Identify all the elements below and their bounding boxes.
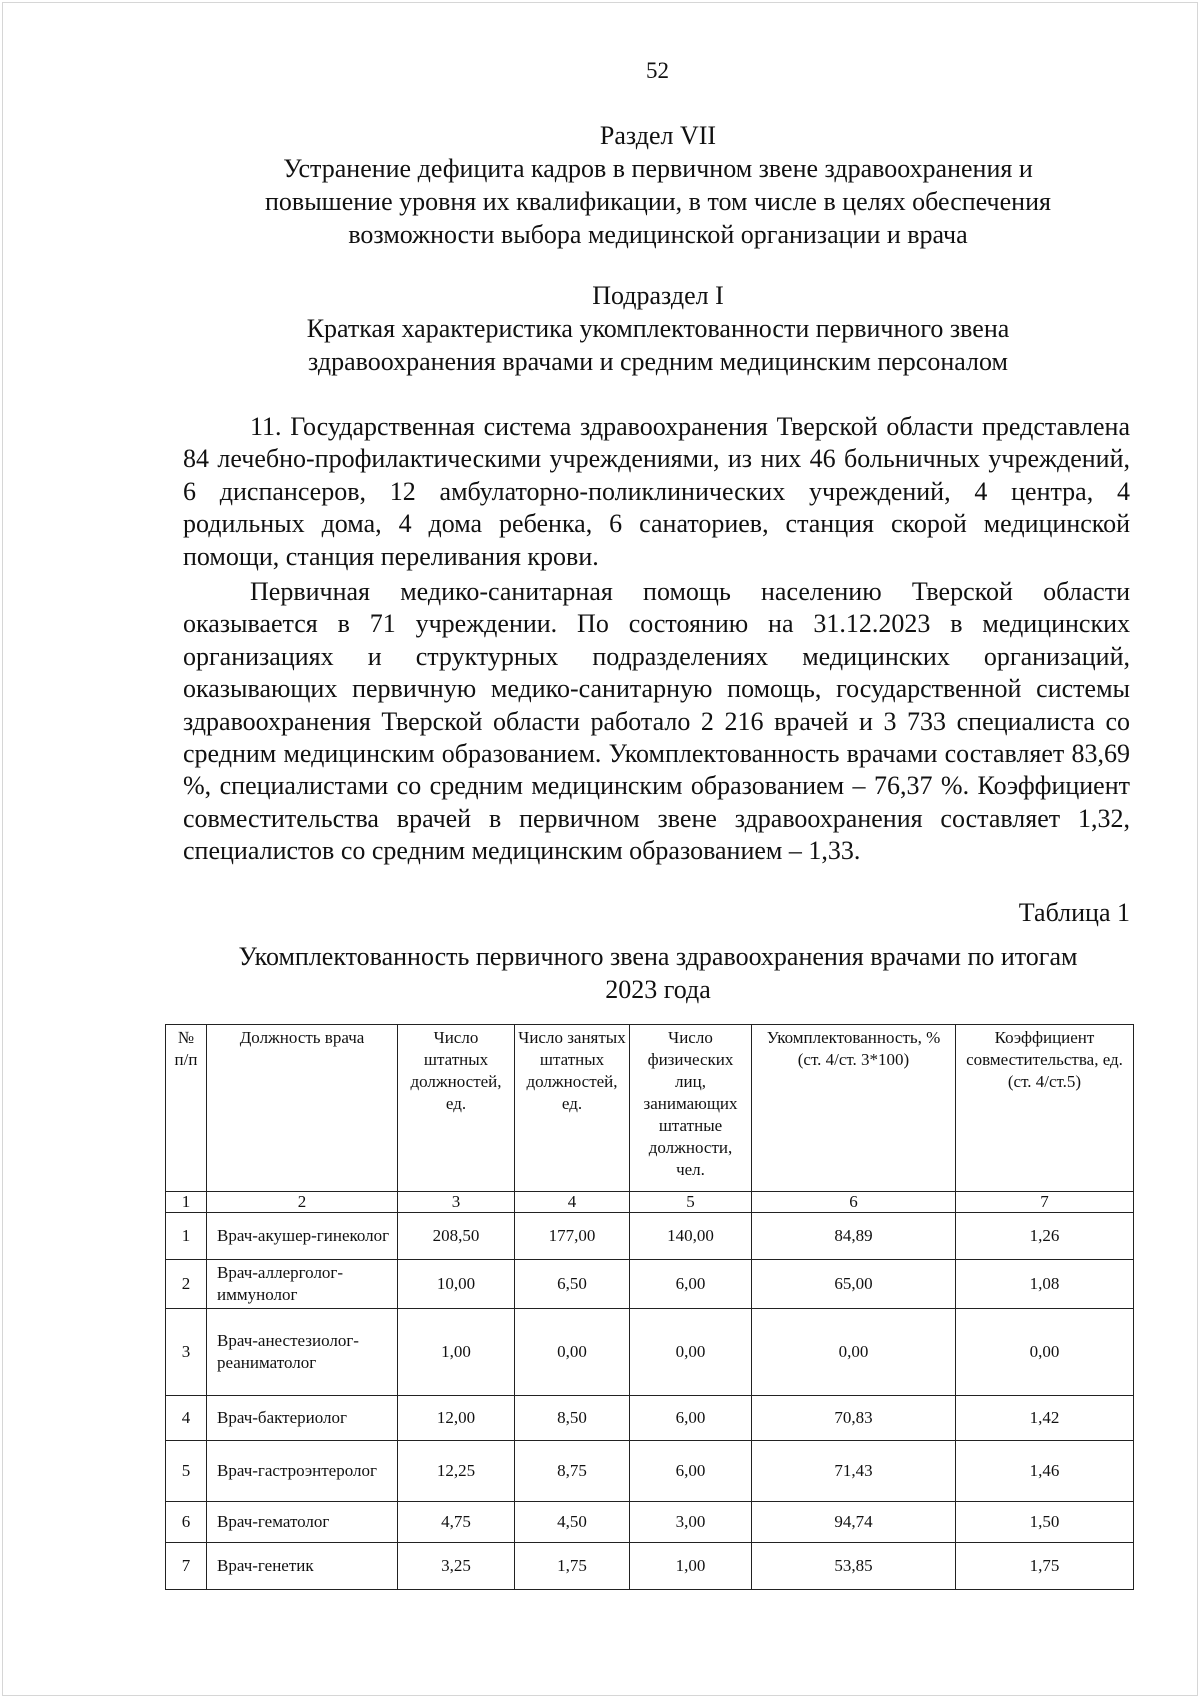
- table-row: [166, 1441, 1134, 1502]
- subsection-heading: [183, 279, 1133, 378]
- section-label: Раздел VII: [599, 121, 717, 150]
- staffing-pct-cell: 53,85: [752, 1543, 956, 1590]
- paragraph-institutions: 11. Государственная система здравоохранения Тверской области представлена 84 лечебно-профилактическими учреждениями, из них 46 больничных учреждений, 6 диспансеров, 12 амбулаторно-поликлинических учреждений, 4 центра, 4 родильных дома, 4 дома ребенка, 6 санаториев, станция скорой медицинской помощи, станция переливания крови.: [183, 412, 1130, 571]
- ratio-cell: 0,00: [956, 1309, 1134, 1396]
- table-label: Таблица 1: [1018, 898, 1130, 927]
- occupied-positions-cell: 0,00: [515, 1309, 630, 1396]
- table-header-row: [166, 1025, 1134, 1192]
- staffing-pct-cell: 84,89: [752, 1213, 956, 1260]
- position-cell: Врач-бактериолог: [207, 1396, 398, 1441]
- table-row: [166, 1502, 1134, 1543]
- individuals-cell: 0,00: [630, 1309, 752, 1396]
- column-number-row: [166, 1192, 1134, 1213]
- row-number-cell: 5: [166, 1441, 207, 1502]
- table-title: [183, 940, 1133, 1006]
- section-title-line: Устранение дефицита кадров в первичном звене здравоохранения и: [283, 154, 1033, 183]
- staff-positions-cell: 12,25: [398, 1441, 515, 1502]
- staffing-pct-cell: 71,43: [752, 1441, 956, 1502]
- staff-positions-cell: 208,50: [398, 1213, 515, 1260]
- header-cell: Число физических лиц, занимающих штатные должности, чел.: [630, 1025, 752, 1192]
- header-cell: Число штатных должностей, ед.: [398, 1025, 515, 1192]
- staffing-table: [165, 1024, 1134, 1590]
- row-number-cell: 6: [166, 1502, 207, 1543]
- individuals-cell: 6,00: [630, 1396, 752, 1441]
- section-title-line: повышение уровня их квалификации, в том числе в целях обеспечения: [265, 187, 1051, 216]
- occupied-positions-cell: 4,50: [515, 1502, 630, 1543]
- table-row: [166, 1543, 1134, 1590]
- position-cell: Врач-акушер-гинеколог: [207, 1213, 398, 1260]
- position-cell: Врач-гастроэнтеролог: [207, 1441, 398, 1502]
- table-title-line: 2023 года: [605, 975, 711, 1004]
- ratio-cell: 1,42: [956, 1396, 1134, 1441]
- staff-positions-cell: 10,00: [398, 1260, 515, 1309]
- table-row: [166, 1396, 1134, 1441]
- staffing-pct-cell: 70,83: [752, 1396, 956, 1441]
- individuals-cell: 3,00: [630, 1502, 752, 1543]
- section-title-line: возможности выбора медицинской организации и врача: [348, 220, 968, 249]
- table-row: [166, 1309, 1134, 1396]
- staffing-pct-cell: 94,74: [752, 1502, 956, 1543]
- position-cell: Врач-гематолог: [207, 1502, 398, 1543]
- individuals-cell: 1,00: [630, 1543, 752, 1590]
- row-number-cell: 7: [166, 1543, 207, 1590]
- position-cell: Врач-аллерголог-иммунолог: [207, 1260, 398, 1309]
- header-cell: Число занятых штатных должностей, ед.: [515, 1025, 630, 1192]
- subsection-title-line: Краткая характеристика укомплектованности первичного звена: [306, 314, 1010, 343]
- staff-positions-cell: 4,75: [398, 1502, 515, 1543]
- ratio-cell: 1,75: [956, 1543, 1134, 1590]
- subsection-label: Подраздел I: [592, 281, 724, 310]
- occupied-positions-cell: 1,75: [515, 1543, 630, 1590]
- table-title-line: Укомплектованность первичного звена здравоохранения врачами по итогам: [238, 942, 1078, 971]
- staff-positions-cell: 1,00: [398, 1309, 515, 1396]
- position-cell: Врач-анестезиолог-реаниматолог: [207, 1309, 398, 1396]
- header-cell: Должность врача: [207, 1025, 398, 1192]
- row-number-cell: 2: [166, 1260, 207, 1309]
- column-number-cell: 1: [166, 1192, 207, 1213]
- column-number-cell: 4: [515, 1192, 630, 1213]
- staffing-pct-cell: 0,00: [752, 1309, 956, 1396]
- column-number-cell: 2: [207, 1192, 398, 1213]
- occupied-positions-cell: 8,50: [515, 1396, 630, 1441]
- header-cell: Коэффициент совместительства, ед. (ст. 4/ст.5): [956, 1025, 1134, 1192]
- ratio-cell: 1,50: [956, 1502, 1134, 1543]
- occupied-positions-cell: 8,75: [515, 1441, 630, 1502]
- ratio-cell: 1,46: [956, 1441, 1134, 1502]
- ratio-cell: 1,26: [956, 1213, 1134, 1260]
- column-number-cell: 6: [752, 1192, 956, 1213]
- row-number-cell: 1: [166, 1213, 207, 1260]
- row-number-cell: 4: [166, 1396, 207, 1441]
- staffing-pct-cell: 65,00: [752, 1260, 956, 1309]
- staff-positions-cell: 3,25: [398, 1543, 515, 1590]
- table-row: [166, 1260, 1134, 1309]
- occupied-positions-cell: 177,00: [515, 1213, 630, 1260]
- column-number-cell: 7: [956, 1192, 1134, 1213]
- page-number: 52: [646, 58, 669, 83]
- subsection-title-line: здравоохранения врачами и средним медицинским персоналом: [308, 347, 1008, 376]
- row-number-cell: 3: [166, 1309, 207, 1396]
- occupied-positions-cell: 6,50: [515, 1260, 630, 1309]
- header-cell: № п/п: [166, 1025, 207, 1192]
- position-cell: Врач-генетик: [207, 1543, 398, 1590]
- header-cell: Укомплектованность, % (ст. 4/ст. 3*100): [752, 1025, 956, 1192]
- table-row: [166, 1213, 1134, 1260]
- column-number-cell: 5: [630, 1192, 752, 1213]
- ratio-cell: 1,08: [956, 1260, 1134, 1309]
- column-number-cell: 3: [398, 1192, 515, 1213]
- paragraph-primary-care: Первичная медико-санитарная помощь населению Тверской области оказывается в 71 учреждении. По состоянию на 31.12.2023 в медицинских организациях и структурных подразделениях медицинских организаций, оказывающих первичную медико-санитарную помощь, государственной системы здравоохранения Тверской области работало 2 216 врачей и 3 733 специалиста со средним медицинским образованием. Укомплектованность врачами составляет 83,69 %, специалистами со средним медицинским образованием – 76,37 %. Коэффициент совместительства врачей в первичном звене здравоохранения составляет 1,32, специалистов со средним медицинским образованием – 1,33.: [183, 577, 1130, 866]
- individuals-cell: 140,00: [630, 1213, 752, 1260]
- individuals-cell: 6,00: [630, 1260, 752, 1309]
- individuals-cell: 6,00: [630, 1441, 752, 1502]
- section-heading: [183, 119, 1133, 251]
- staff-positions-cell: 12,00: [398, 1396, 515, 1441]
